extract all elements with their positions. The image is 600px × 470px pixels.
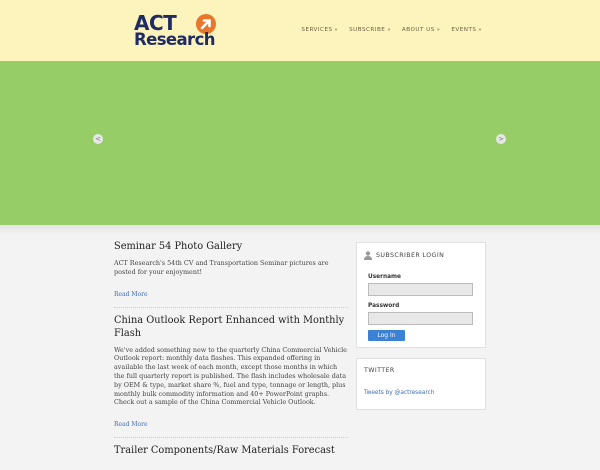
widget-title-text: SUBSCRIBER LOGIN — [376, 252, 445, 259]
nav-caret-icon: » — [436, 27, 441, 33]
post-item — [114, 314, 348, 439]
nav-caret-icon: » — [334, 27, 339, 33]
nav-label: SERVICES — [301, 27, 333, 33]
read-more-link[interactable]: Read More — [114, 290, 148, 298]
read-more-link[interactable]: Read More — [114, 421, 148, 429]
hero-slider — [0, 61, 600, 225]
nav-caret-icon: » — [387, 27, 391, 33]
widget-title — [364, 251, 444, 260]
nav-caret-icon: » — [478, 27, 482, 33]
post-title[interactable]: China Outlook Report Enhanced with Monthly Flash — [114, 314, 345, 339]
nav-item-subscribe[interactable] — [349, 27, 391, 33]
nav-item-services[interactable] — [301, 27, 338, 33]
post-list — [114, 240, 348, 470]
post-excerpt: ACT Research's 54th CV and Transportation Seminar pictures are posted for your enjoyment! — [114, 259, 329, 276]
post-excerpt: We've added something new to the quarterly China Commercial Vehicle Outlook report: monthly data flashes. This expanded offering in available the last week of each month, except those months in which the full quarterly report is published. The flash includes wholesale data by OEM & type, market share %, fuel and type, tonnage or length, plus monthly bulk commodity information and 40+ PowerPoint graphs. Check out a sample of the China Commercial Vehicle Outlook. — [114, 345, 347, 407]
post-item — [114, 240, 348, 308]
widget-title-text: TWITTER — [364, 367, 395, 374]
act-research-logo[interactable] — [134, 13, 220, 51]
nav-label: EVENTS — [451, 27, 477, 33]
nav-item-events[interactable] — [451, 27, 482, 33]
post-title[interactable]: Trailer Components/Raw Materials Forecast — [114, 445, 335, 457]
password-field[interactable] — [368, 312, 473, 325]
twitter-feed-link[interactable]: Tweets by @actresearch — [364, 390, 435, 396]
subscriber-login-widget — [356, 242, 486, 348]
nav-label: ABOUT US — [401, 27, 435, 33]
site-header — [0, 0, 600, 61]
logo-text-research: Research — [134, 30, 215, 49]
logo-text-act: ACT — [134, 11, 177, 35]
widget-title — [364, 367, 395, 374]
nav-label: SUBSCRIBE — [349, 27, 386, 33]
username-field[interactable] — [368, 283, 473, 296]
nav-item-about-us[interactable] — [402, 27, 440, 33]
user-icon — [364, 251, 372, 260]
slider-prev-button[interactable]: < — [93, 134, 103, 144]
slider-next-button[interactable]: > — [496, 134, 506, 144]
username-label: Username — [368, 274, 401, 280]
log-in-button[interactable]: Log In — [368, 330, 405, 341]
post-title[interactable]: Seminar 54 Photo Gallery — [114, 241, 243, 252]
post-item — [114, 444, 348, 464]
password-label: Password — [368, 303, 400, 309]
main-nav — [301, 27, 482, 33]
slider-shadow — [0, 225, 600, 235]
twitter-widget — [356, 358, 486, 410]
